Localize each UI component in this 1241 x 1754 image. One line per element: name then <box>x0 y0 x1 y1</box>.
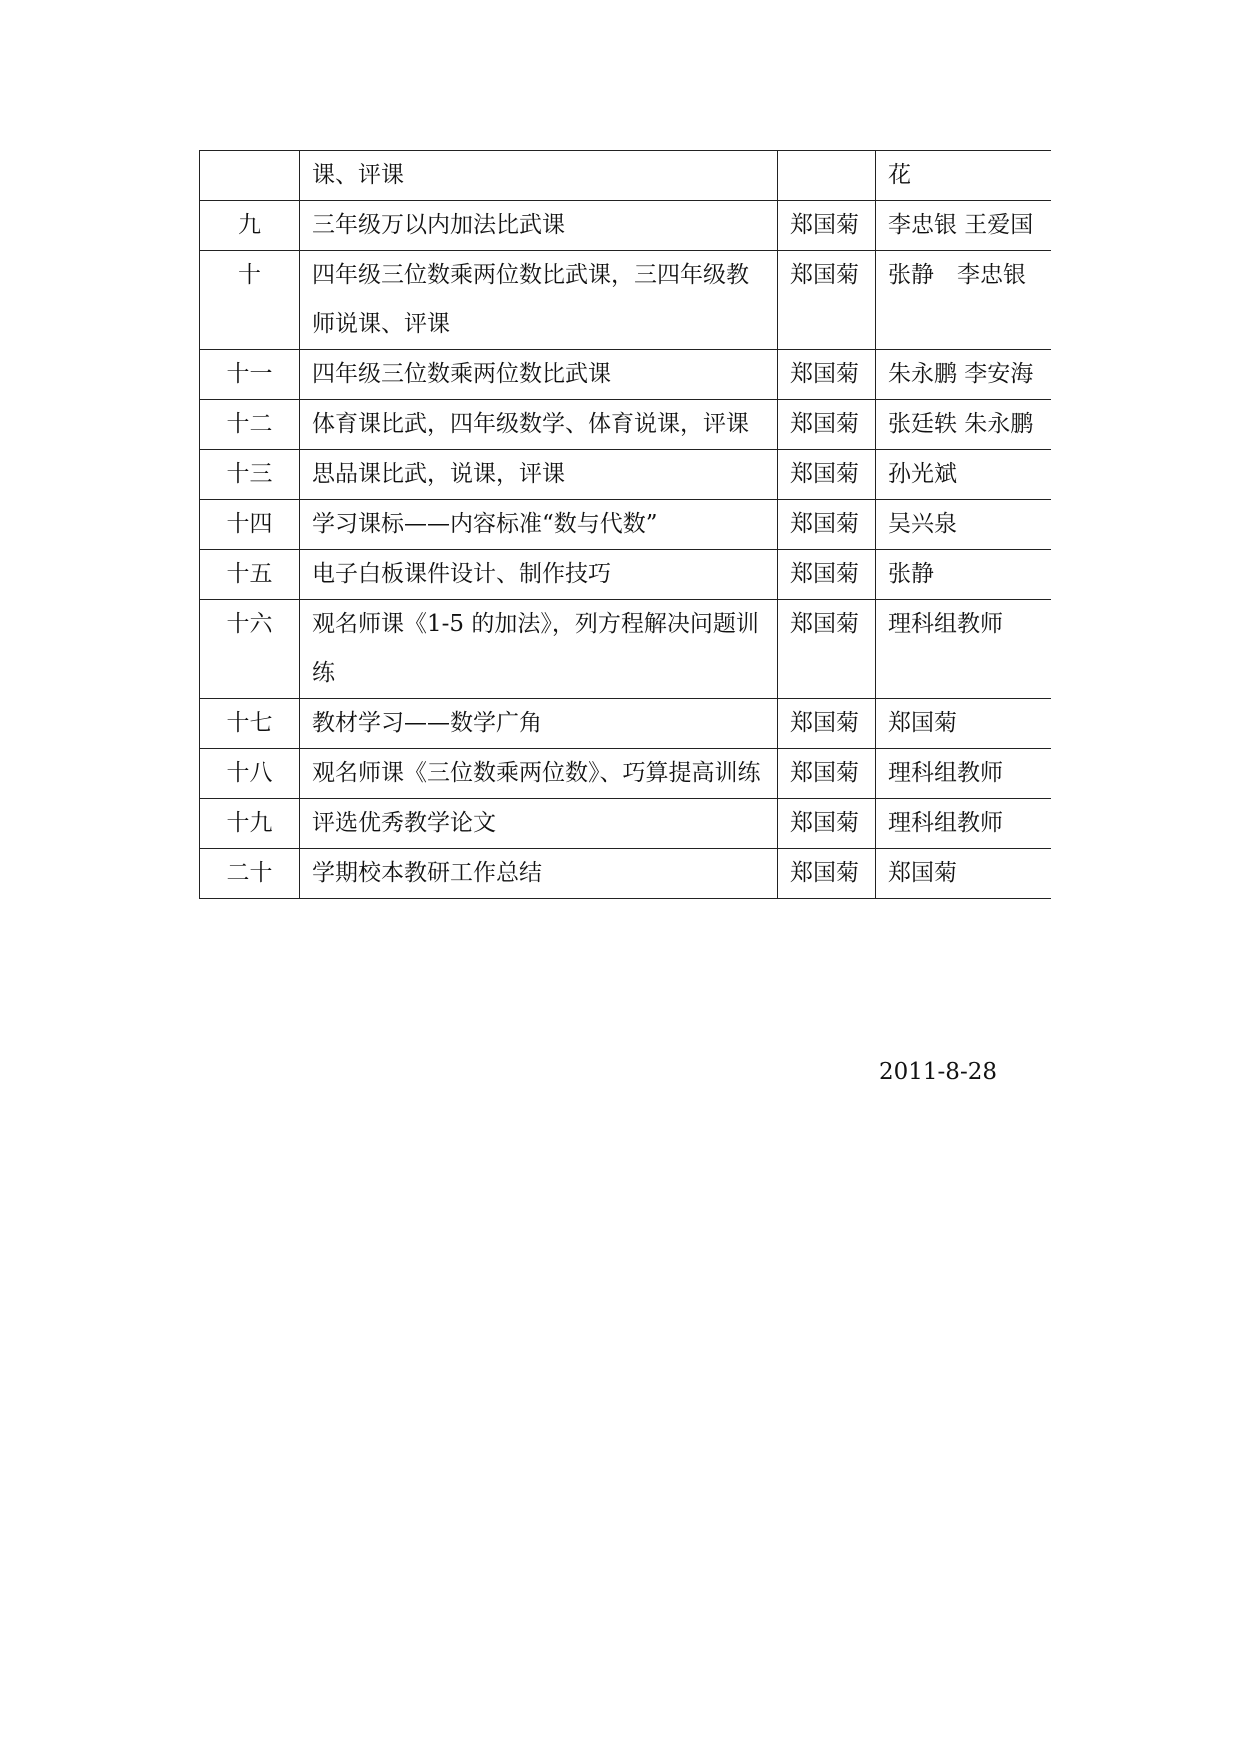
week-cell: 十三 <box>200 450 300 500</box>
table-row <box>200 699 1052 749</box>
table-row <box>200 600 1052 699</box>
content-cell: 四年级三位数乘两位数比武课，三四年级教师说课、评课 <box>300 251 778 350</box>
content-cell: 三年级万以内加法比武课 <box>300 201 778 251</box>
week-cell: 十八 <box>200 749 300 799</box>
host-cell: 郑国菊 <box>778 350 876 400</box>
content-cell: 观名师课《三位数乘两位数》、巧算提高训练 <box>300 749 778 799</box>
week-cell: 二十 <box>200 849 300 899</box>
speaker-cell: 朱永鹏 李安海 <box>876 350 1052 400</box>
table-row <box>200 201 1052 251</box>
content-cell: 四年级三位数乘两位数比武课 <box>300 350 778 400</box>
table-row <box>200 450 1052 500</box>
host-cell: 郑国菊 <box>778 849 876 899</box>
table-row <box>200 799 1052 849</box>
host-cell: 郑国菊 <box>778 201 876 251</box>
host-cell: 郑国菊 <box>778 749 876 799</box>
host-cell <box>778 151 876 201</box>
content-cell: 思品课比武，说课，评课 <box>300 450 778 500</box>
table-row <box>200 849 1052 899</box>
table-row <box>200 500 1052 550</box>
week-cell: 十 <box>200 251 300 350</box>
content-cell: 电子白板课件设计、制作技巧 <box>300 550 778 600</box>
content-cell: 观名师课《1-5 的加法》，列方程解决问题训练 <box>300 600 778 699</box>
week-cell: 十五 <box>200 550 300 600</box>
table-row <box>200 151 1052 201</box>
content-cell: 体育课比武，四年级数学、体育说课，评课 <box>300 400 778 450</box>
content-cell: 学期校本教研工作总结 <box>300 849 778 899</box>
speaker-cell: 花 <box>876 151 1052 201</box>
table-row <box>200 251 1052 350</box>
host-cell: 郑国菊 <box>778 600 876 699</box>
speaker-cell: 张廷轶 朱永鹏 <box>876 400 1052 450</box>
host-cell: 郑国菊 <box>778 550 876 600</box>
speaker-cell: 吴兴泉 <box>876 500 1052 550</box>
host-cell: 郑国菊 <box>778 799 876 849</box>
week-cell <box>200 151 300 201</box>
speaker-cell: 郑国菊 <box>876 699 1052 749</box>
week-cell: 十一 <box>200 350 300 400</box>
week-cell: 十九 <box>200 799 300 849</box>
host-cell: 郑国菊 <box>778 400 876 450</box>
content-cell: 教材学习——数学广角 <box>300 699 778 749</box>
host-cell: 郑国菊 <box>778 450 876 500</box>
document-date: 2011-8-28 <box>879 1059 997 1085</box>
speaker-cell: 李忠银 王爱国 <box>876 201 1052 251</box>
week-cell: 十七 <box>200 699 300 749</box>
content-cell: 学习课标——内容标准“数与代数” <box>300 500 778 550</box>
table-row <box>200 400 1052 450</box>
week-cell: 十六 <box>200 600 300 699</box>
week-cell: 十四 <box>200 500 300 550</box>
content-cell: 评选优秀教学论文 <box>300 799 778 849</box>
host-cell: 郑国菊 <box>778 500 876 550</box>
table-row <box>200 350 1052 400</box>
speaker-cell: 理科组教师 <box>876 600 1052 699</box>
content-cell: 课、评课 <box>300 151 778 201</box>
host-cell: 郑国菊 <box>778 699 876 749</box>
host-cell: 郑国菊 <box>778 251 876 350</box>
speaker-cell: 理科组教师 <box>876 749 1052 799</box>
week-cell: 九 <box>200 201 300 251</box>
table-row <box>200 749 1052 799</box>
speaker-cell: 张静 <box>876 550 1052 600</box>
schedule-table <box>199 150 1051 899</box>
speaker-cell: 理科组教师 <box>876 799 1052 849</box>
week-cell: 十二 <box>200 400 300 450</box>
speaker-cell: 郑国菊 <box>876 849 1052 899</box>
table-row <box>200 550 1052 600</box>
speaker-cell: 张静 李忠银 <box>876 251 1052 350</box>
schedule-table-wrapper <box>199 150 1051 899</box>
speaker-cell: 孙光斌 <box>876 450 1052 500</box>
